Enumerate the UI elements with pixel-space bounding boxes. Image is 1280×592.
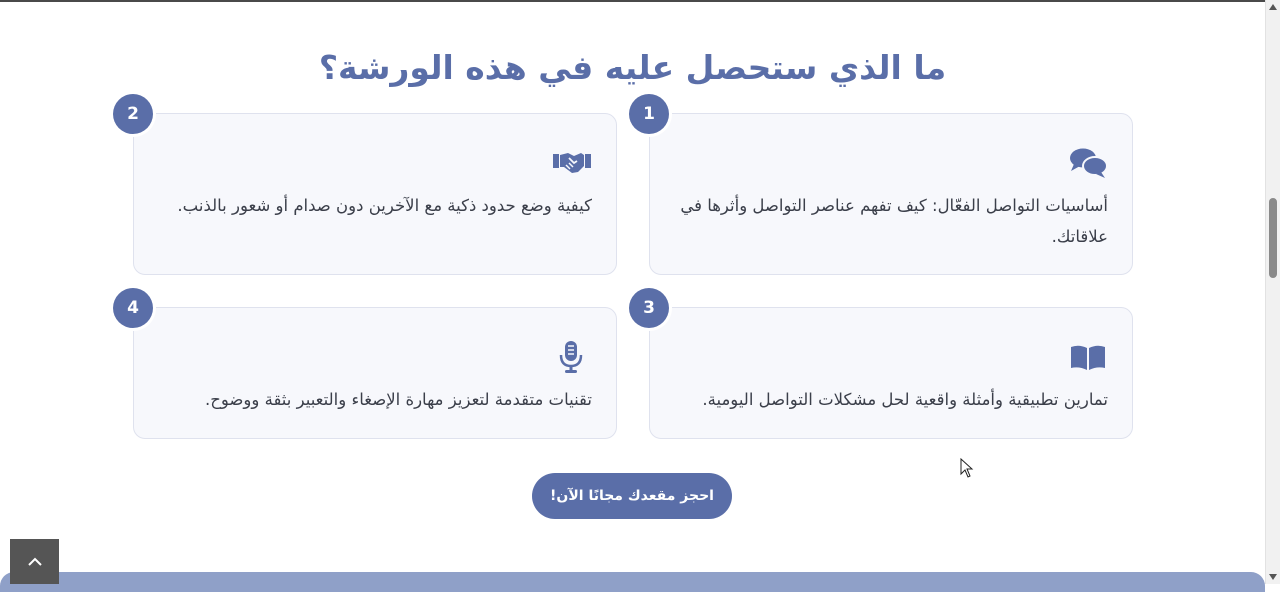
benefit-text: كيفية وضع حدود ذكية مع الآخرين دون صدام أو شعور بالذنب. xyxy=(177,196,592,215)
scroll-up-arrow-icon[interactable] xyxy=(1269,4,1277,10)
microphone-icon xyxy=(552,340,592,374)
benefit-card-1 xyxy=(649,113,1133,275)
step-badge-3: 3 xyxy=(629,288,669,328)
benefit-card-3 xyxy=(649,307,1133,439)
top-border xyxy=(0,0,1265,2)
vertical-scrollbar[interactable] xyxy=(1265,0,1280,584)
section-title: ما الذي ستحصل عليه في هذه الورشة؟ xyxy=(318,48,947,88)
step-badge-4: 4 xyxy=(113,288,153,328)
chat-bubbles-icon xyxy=(1068,146,1108,180)
benefit-text: تمارين تطبيقية وأمثلة واقعية لحل مشكلات التواصل اليومية. xyxy=(702,390,1108,409)
benefit-card-4 xyxy=(133,307,617,439)
scrollbar-thumb[interactable] xyxy=(1269,198,1277,278)
handshake-icon xyxy=(552,146,592,180)
open-book-icon xyxy=(1068,340,1108,374)
book-seat-button[interactable]: احجز مقعدك مجانًا الآن! xyxy=(532,473,732,519)
step-badge-1: 1 xyxy=(629,94,669,134)
benefit-text: أساسيات التواصل الفعّال: كيف تفهم عناصر التواصل وأثرها في علاقاتك. xyxy=(680,196,1108,246)
benefit-card-2 xyxy=(133,113,617,275)
step-badge-2: 2 xyxy=(113,94,153,134)
scroll-down-arrow-icon[interactable] xyxy=(1269,574,1277,580)
scroll-to-top-button[interactable] xyxy=(10,539,59,584)
next-section-band xyxy=(0,572,1265,592)
mouse-cursor-icon xyxy=(960,458,974,482)
chevron-up-icon xyxy=(27,556,43,568)
benefit-text: تقنيات متقدمة لتعزيز مهارة الإصغاء والتعبير بثقة ووضوح. xyxy=(205,390,592,409)
